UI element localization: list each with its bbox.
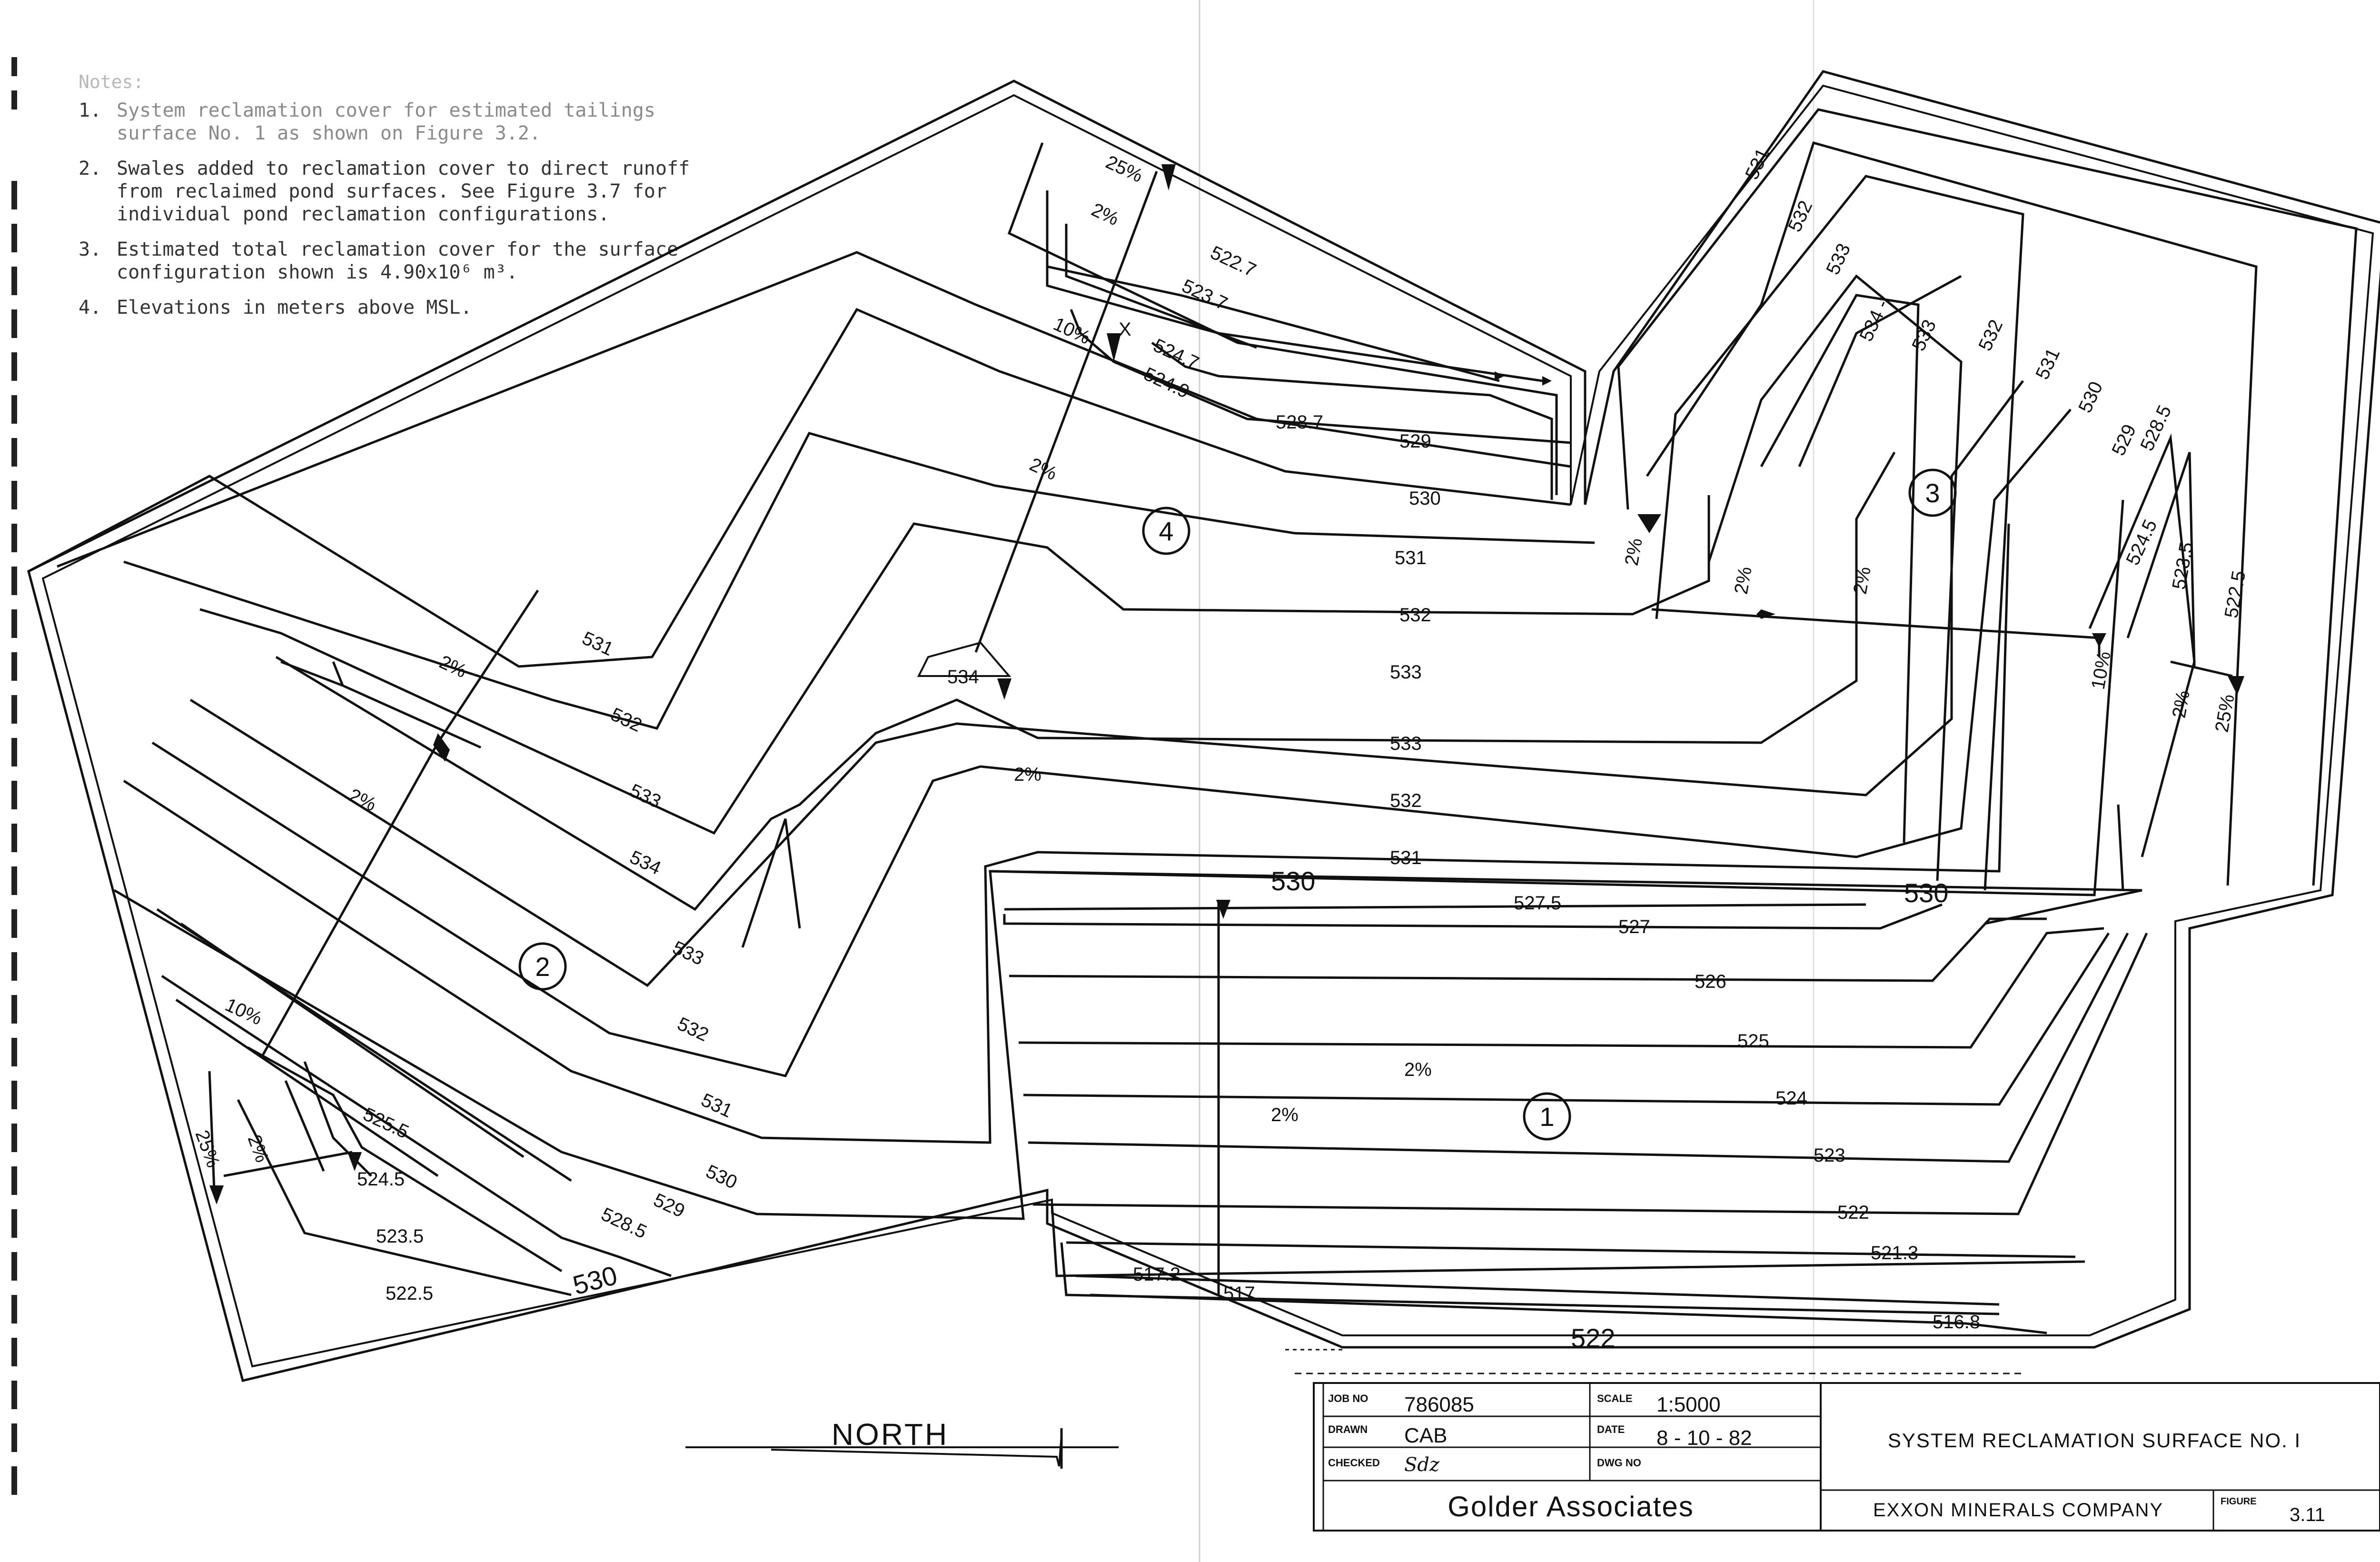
label: 25% bbox=[191, 1127, 224, 1171]
label: 532 bbox=[674, 1013, 712, 1046]
label: X bbox=[1119, 319, 1131, 340]
note-4: 4. Elevations in meters above MSL. bbox=[79, 297, 472, 318]
tb-checked-signature: Sdz bbox=[1404, 1454, 1440, 1476]
label: 528.5 bbox=[598, 1204, 650, 1243]
label: 530 bbox=[1904, 878, 1949, 908]
note-2: 2. Swales added to reclamation cover to direct runoff from reclaimed pond surfaces. See Figure 3.7 for individual pond reclamation configurations. bbox=[79, 158, 690, 225]
pond1-525 bbox=[1019, 928, 2104, 1047]
tb-figure-value: 3.11 bbox=[2290, 1504, 2325, 1525]
label: 531 bbox=[579, 627, 617, 660]
label: 529 bbox=[2108, 421, 2141, 459]
label: 532 bbox=[1974, 316, 2007, 354]
label: 524.7 bbox=[1150, 335, 1202, 374]
label: 2% bbox=[1404, 1059, 1432, 1080]
tb-job-value: 786085 bbox=[1404, 1393, 1474, 1416]
label: 524.5 bbox=[2122, 516, 2162, 568]
label: 523.7 bbox=[1179, 275, 1231, 315]
contour-531b-left bbox=[124, 524, 2009, 1143]
tb-date-value: 8 - 10 - 82 bbox=[1656, 1426, 1752, 1450]
label: 533 bbox=[1390, 662, 1422, 683]
note-3: 3. Estimated total reclamation cover for the surface configuration shown is 4.90x10⁶ m³. bbox=[79, 239, 679, 283]
pond3-contour bbox=[1761, 295, 1918, 843]
tb-scale-label: SCALE bbox=[1597, 1393, 1633, 1404]
contour-labels bbox=[191, 145, 2250, 1353]
pond-1-label: 1 bbox=[1539, 1102, 1555, 1132]
label: 524 bbox=[1775, 1088, 1807, 1109]
label: 531 bbox=[1395, 547, 1427, 568]
label: 516.8 bbox=[1933, 1312, 1981, 1333]
label: 533 bbox=[1908, 316, 1941, 354]
tb-firm: Golder Associates bbox=[1448, 1491, 1694, 1522]
note-1: 1. System reclamation cover for estimated tailings surface No. 1 as shown on Figure 3.2. bbox=[79, 99, 655, 144]
label: 524.9 bbox=[1140, 363, 1193, 403]
label: 530 bbox=[703, 1161, 741, 1194]
pond-2-label: 2 bbox=[535, 952, 550, 982]
notes-heading: Notes: bbox=[79, 71, 144, 92]
label: 522.5 bbox=[386, 1283, 434, 1304]
label: 517.2 bbox=[1133, 1264, 1181, 1285]
pond4-contour bbox=[1152, 343, 1552, 500]
contour-531-left bbox=[57, 252, 1571, 567]
label: 532 bbox=[1399, 605, 1431, 626]
pond3-inner bbox=[2087, 438, 2194, 857]
label: 532 bbox=[1390, 790, 1422, 811]
label: 532 bbox=[607, 704, 645, 736]
label: 2% bbox=[243, 1132, 273, 1165]
pond1-521_3 bbox=[1052, 1204, 2085, 1276]
label: 522.5 bbox=[2221, 569, 2250, 620]
label: 533 bbox=[1390, 733, 1422, 754]
label: 531 bbox=[1741, 145, 1774, 183]
swale-marker bbox=[1637, 514, 1661, 533]
label: 531 bbox=[698, 1089, 736, 1122]
label: 523.5 bbox=[2168, 540, 2198, 591]
label: 533 bbox=[1822, 240, 1855, 278]
label: 531 bbox=[2032, 345, 2064, 383]
label: 2% bbox=[1088, 199, 1122, 230]
label: 530 bbox=[569, 1260, 621, 1301]
contour-533-left bbox=[200, 495, 1709, 833]
label: 25% bbox=[2211, 693, 2239, 734]
contour-533b-left bbox=[190, 381, 2023, 985]
label: 534 - bbox=[1855, 296, 1893, 345]
pond3-inner bbox=[2118, 805, 2123, 890]
label: 2% bbox=[1014, 764, 1041, 785]
swale-marker bbox=[347, 1152, 362, 1171]
label: 534 bbox=[626, 846, 664, 879]
label: 522 bbox=[1571, 1323, 1616, 1353]
swale-marker bbox=[1161, 164, 1176, 190]
swale-marker bbox=[997, 678, 1012, 700]
tb-figure-label: FIGURE bbox=[2221, 1496, 2257, 1507]
label: 2% bbox=[1271, 1104, 1299, 1125]
tb-checked-label: CHECKED bbox=[1328, 1457, 1380, 1469]
pond2-spur bbox=[743, 819, 800, 947]
pond4-contour bbox=[1009, 143, 1557, 495]
pond2-swale bbox=[224, 1152, 352, 1176]
tb-scale-value: 1:5000 bbox=[1656, 1393, 1721, 1416]
label: 2% bbox=[1849, 565, 1875, 596]
contour-528_5-left bbox=[181, 924, 524, 1157]
label: 525.5 bbox=[360, 1104, 412, 1143]
swale-marker bbox=[2092, 633, 2106, 647]
swale-marker bbox=[209, 1185, 224, 1204]
contour-532-left bbox=[124, 433, 1595, 728]
label: 525 bbox=[1737, 1031, 1769, 1052]
label: 10% bbox=[1050, 313, 1094, 348]
label: 532 bbox=[1784, 197, 1817, 235]
pond-4-label: 4 bbox=[1159, 516, 1174, 546]
label: 533 bbox=[669, 937, 707, 970]
label: 530 bbox=[1409, 488, 1441, 509]
contour-530b-left bbox=[114, 500, 2123, 1219]
label: 10% bbox=[2087, 650, 2115, 691]
label: 517 bbox=[1223, 1283, 1255, 1304]
tb-date-label: DATE bbox=[1597, 1423, 1625, 1435]
label: 527.5 bbox=[1514, 893, 1562, 914]
label: 533 bbox=[626, 780, 664, 813]
label: 526 bbox=[1695, 971, 1726, 992]
label: 2% bbox=[346, 785, 380, 816]
tb-title: SYSTEM RECLAMATION SURFACE NO. I bbox=[1887, 1429, 2301, 1452]
tb-job-label: JOB NO bbox=[1328, 1393, 1368, 1404]
label: 530 bbox=[1271, 866, 1316, 896]
label: 524.5 bbox=[357, 1169, 405, 1190]
pond4-contour bbox=[1047, 238, 1542, 381]
swale-marker bbox=[2228, 676, 2244, 695]
label: 530 bbox=[2074, 378, 2107, 416]
pond1-526 bbox=[1009, 919, 2047, 981]
pond2-swale bbox=[262, 590, 538, 1057]
pond3-swale bbox=[2171, 662, 2232, 676]
label: 529 bbox=[1399, 431, 1431, 452]
label: 2% bbox=[1621, 536, 1646, 567]
label: 529 bbox=[650, 1189, 688, 1222]
pond1-527_5 bbox=[1004, 905, 1866, 909]
label: 523.5 bbox=[376, 1226, 424, 1247]
tb-company: EXXON MINERALS COMPANY bbox=[1873, 1500, 2164, 1521]
tb-dwg-label: DWG NO bbox=[1597, 1457, 1641, 1469]
tb-drawn-label: DRAWN bbox=[1328, 1423, 1368, 1435]
pond1-524 bbox=[1023, 933, 2109, 1104]
label: 531 bbox=[1390, 847, 1422, 868]
label: 527 bbox=[1618, 916, 1650, 937]
label: 2% bbox=[1730, 565, 1756, 596]
pond1-outline bbox=[990, 871, 2142, 924]
label: 522.7 bbox=[1207, 242, 1259, 281]
pond3-swale bbox=[1652, 609, 2099, 657]
label: 528.5 bbox=[2136, 402, 2176, 454]
pond-3-label: 3 bbox=[1925, 478, 1940, 508]
north-label: NORTH bbox=[831, 1417, 949, 1452]
tb-drawn-value: CAB bbox=[1404, 1424, 1448, 1447]
label: 528.7 bbox=[1276, 412, 1324, 433]
pond4-contour bbox=[1066, 224, 1257, 348]
label: 522 bbox=[1837, 1202, 1869, 1223]
label: 2% bbox=[1026, 454, 1061, 485]
label: 25% bbox=[1102, 151, 1146, 187]
arrow-head bbox=[1495, 371, 1504, 381]
arrow-head bbox=[1542, 376, 1552, 386]
label: 534 bbox=[947, 667, 979, 687]
label: 2% bbox=[2168, 688, 2194, 720]
label: 10% bbox=[222, 994, 266, 1029]
label: 2% bbox=[436, 651, 470, 682]
label: 523 bbox=[1814, 1145, 1845, 1166]
label: 521.3 bbox=[1871, 1243, 1919, 1264]
